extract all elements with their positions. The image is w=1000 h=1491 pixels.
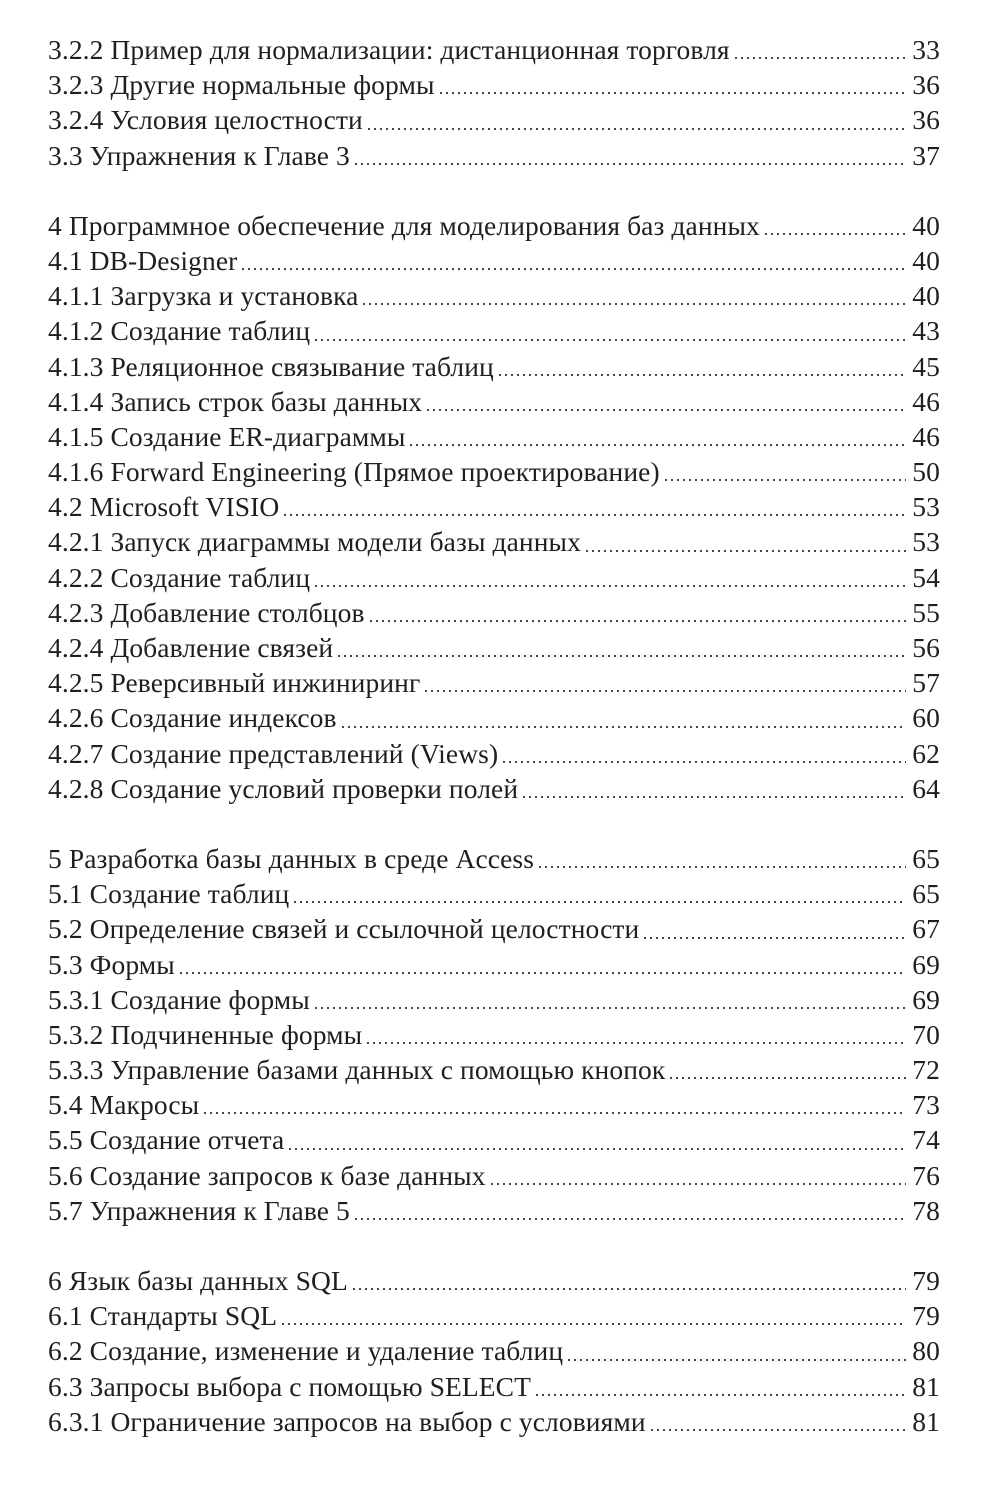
toc-entry-page-number: 81 <box>912 1405 940 1437</box>
toc-entry-page-number: 53 <box>912 491 940 523</box>
toc-entry[interactable] <box>48 313 940 348</box>
dot-leader <box>313 1002 906 1010</box>
dot-leader <box>438 87 906 95</box>
toc-section <box>48 32 940 173</box>
toc-entry-title: 6.1 Стандарты SQL <box>48 1300 278 1332</box>
dot-leader <box>353 158 906 166</box>
toc-entry-title: 5.3.2 Подчиненные формы <box>48 1018 363 1050</box>
toc-entry-page-number: 79 <box>912 1265 940 1296</box>
dot-leader <box>340 721 906 729</box>
toc-entry-title: 4.1.5 Создание ER-диаграммы <box>48 420 406 452</box>
toc-entry-title: 5.3.3 Управление базами данных с помощью кнопок <box>48 1054 666 1086</box>
toc-entry-page-number: 40 <box>912 209 940 241</box>
dot-leader <box>313 334 906 342</box>
toc-entry-page-number: 65 <box>912 878 940 910</box>
toc-entry[interactable] <box>48 1369 940 1404</box>
toc-entry-title: 5.6 Создание запросов к базе данных <box>48 1159 486 1191</box>
toc-entry-page-number: 43 <box>912 315 940 347</box>
dot-leader <box>351 1283 906 1291</box>
dot-leader <box>408 439 906 447</box>
toc-entry[interactable] <box>48 384 940 419</box>
toc-entry-title: 4.2 Microsoft VISIO <box>48 491 280 523</box>
toc-entry-page-number: 67 <box>912 913 940 945</box>
dot-leader <box>292 896 906 904</box>
dot-leader <box>497 369 906 377</box>
toc-entry[interactable] <box>48 243 940 278</box>
toc-entry[interactable] <box>48 595 940 630</box>
toc-entry-page-number: 73 <box>912 1089 940 1121</box>
toc-entry-title: 5.2 Определение связей и ссылочной целостности <box>48 913 640 945</box>
toc-entry-page-number: 54 <box>912 561 940 593</box>
dot-leader <box>178 967 906 975</box>
dot-leader <box>361 298 906 306</box>
dot-leader <box>425 404 906 412</box>
toc-entry-title: 4.2.4 Добавление связей <box>48 632 334 663</box>
toc-entry-title: 3.3 Упражнения к Главе 3 <box>48 139 350 171</box>
toc-entry[interactable] <box>48 665 940 700</box>
toc-section <box>48 208 940 806</box>
toc-entry[interactable] <box>48 419 940 454</box>
toc-entry[interactable] <box>48 700 940 735</box>
dot-leader <box>668 1072 906 1080</box>
toc-entry[interactable] <box>48 982 940 1017</box>
toc-entry[interactable] <box>48 876 940 911</box>
toc-entry-title: 4.1.6 Forward Engineering (Прямое проектирование) <box>48 456 660 488</box>
toc-entry-page-number: 36 <box>912 69 940 101</box>
toc-entry-page-number: 74 <box>912 1124 940 1156</box>
toc-entry-page-number: 45 <box>912 350 940 382</box>
toc-entry-title: 5.4 Макросы <box>48 1089 200 1121</box>
dot-leader <box>365 1037 906 1045</box>
toc-entry[interactable] <box>48 841 940 876</box>
toc-entry-page-number: 64 <box>912 772 940 804</box>
toc-entry-page-number: 81 <box>912 1370 940 1402</box>
toc-entry[interactable] <box>48 1052 940 1087</box>
dot-leader <box>202 1107 906 1115</box>
dot-leader <box>733 52 906 60</box>
toc-entry-title: 3.2.3 Другие нормальные формы <box>48 69 435 101</box>
dot-leader <box>287 1143 906 1151</box>
toc-entry-page-number: 50 <box>912 456 940 488</box>
toc-entry[interactable] <box>48 771 940 806</box>
toc-entry-page-number: 80 <box>912 1335 940 1367</box>
toc-entry[interactable] <box>48 454 940 489</box>
toc-entry[interactable] <box>48 736 940 771</box>
toc-entry[interactable] <box>48 524 940 559</box>
toc-entry-page-number: 70 <box>912 1018 940 1050</box>
toc-entry-title: 4.1 DB-Designer <box>48 244 238 276</box>
toc-entry[interactable] <box>48 67 940 102</box>
dot-leader <box>663 474 906 482</box>
dot-leader <box>313 580 906 588</box>
toc-entry-title: 4.1.2 Создание таблиц <box>48 315 311 347</box>
toc-entry[interactable] <box>48 102 940 137</box>
toc-entry-page-number: 69 <box>912 948 940 980</box>
dot-leader <box>521 791 906 799</box>
toc-entry-page-number: 76 <box>912 1159 940 1191</box>
toc-entry-title: 4.1.1 Загрузка и установка <box>48 280 359 312</box>
toc-entry[interactable] <box>48 278 940 313</box>
toc-entry-page-number: 60 <box>912 702 940 734</box>
toc-entry-title: 4.2.1 Запуск диаграммы модели базы данных <box>48 526 581 558</box>
toc-entry-page-number: 53 <box>912 526 940 558</box>
toc-entry-page-number: 40 <box>912 244 940 276</box>
toc-entry[interactable] <box>48 1404 940 1439</box>
toc-entry-page-number: 36 <box>912 104 940 136</box>
toc-entry-title: 6.3.1 Ограничение запросов на выбор с условиями <box>48 1405 646 1437</box>
toc-entry[interactable] <box>48 1333 940 1368</box>
toc-entry[interactable] <box>48 32 940 67</box>
dot-leader <box>566 1354 906 1362</box>
toc-entry-page-number: 78 <box>912 1194 940 1226</box>
dot-leader <box>366 123 906 131</box>
toc-entry[interactable] <box>48 947 940 982</box>
dot-leader <box>763 228 906 236</box>
dot-leader <box>584 545 906 553</box>
toc-entry[interactable] <box>48 489 940 524</box>
toc-entry-title: 5.7 Упражнения к Главе 5 <box>48 1194 350 1226</box>
toc-entry-page-number: 57 <box>912 667 940 699</box>
toc-entry[interactable] <box>48 1017 940 1052</box>
dot-leader <box>649 1424 906 1432</box>
toc-entry-page-number: 69 <box>912 983 940 1015</box>
toc-entry[interactable] <box>48 1122 940 1157</box>
toc-entry[interactable] <box>48 1298 940 1333</box>
dot-leader <box>537 861 906 869</box>
toc-entry-title: 6.3 Запросы выбора с помощью SELECT <box>48 1370 532 1402</box>
toc-entry[interactable] <box>48 1087 940 1122</box>
toc-entry-title: 4.2.5 Реверсивный инжиниринг <box>48 667 421 699</box>
toc-section <box>48 1263 940 1439</box>
toc-entry[interactable] <box>48 138 940 173</box>
toc-entry-title: 5 Разработка базы данных в среде Access <box>48 842 535 874</box>
toc-entry-title: 6 Язык базы данных SQL <box>48 1265 348 1296</box>
toc-entry-page-number: 65 <box>912 842 940 874</box>
toc-entry-title: 5.1 Создание таблиц <box>48 878 290 910</box>
toc-entry[interactable] <box>48 1158 940 1193</box>
toc-entry-title: 5.5 Создание отчета <box>48 1124 285 1156</box>
dot-leader <box>489 1178 906 1186</box>
toc-entry-title: 4.2.7 Создание представлений (Views) <box>48 737 499 769</box>
toc-entry-title: 4.2.2 Создание таблиц <box>48 561 311 593</box>
dot-leader <box>336 650 906 658</box>
dot-leader <box>423 685 906 693</box>
dot-leader <box>368 615 906 623</box>
toc-entry-title: 4.2.8 Создание условий проверки полей <box>48 772 519 804</box>
toc-entry-page-number: 33 <box>912 34 940 65</box>
toc-entry-page-number: 37 <box>912 139 940 171</box>
toc-entry-title: 5.3.1 Создание формы <box>48 983 310 1015</box>
toc-entry-title: 5.3 Формы <box>48 948 175 980</box>
toc-entry-page-number: 56 <box>912 632 940 663</box>
toc-entry-title: 3.2.2 Пример для нормализации: дистанционная торговля <box>48 34 730 65</box>
toc-entry[interactable] <box>48 911 940 946</box>
toc-entry-title: 4 Программное обеспечение для моделирования баз данных <box>48 209 760 241</box>
toc-entry[interactable] <box>48 349 940 384</box>
toc-entry-title: 4.2.3 Добавление столбцов <box>48 596 365 628</box>
toc-entry-page-number: 55 <box>912 596 940 628</box>
dot-leader <box>353 1213 906 1221</box>
toc-entry[interactable] <box>48 560 940 595</box>
toc-entry[interactable] <box>48 1263 940 1298</box>
toc-entry[interactable] <box>48 1193 940 1228</box>
toc-entry-page-number: 40 <box>912 280 940 312</box>
toc-entry-page-number: 72 <box>912 1054 940 1086</box>
dot-leader <box>282 509 906 517</box>
dot-leader <box>534 1389 906 1397</box>
toc-section <box>48 841 940 1228</box>
toc-entry-page-number: 79 <box>912 1300 940 1332</box>
toc-entry-title: 4.2.6 Создание индексов <box>48 702 337 734</box>
toc-entry-title: 4.1.3 Реляционное связывание таблиц <box>48 350 494 382</box>
toc-entry-title: 3.2.4 Условия целостности <box>48 104 363 136</box>
toc-entry[interactable] <box>48 630 940 665</box>
dot-leader <box>501 756 906 764</box>
toc-entry-title: 6.2 Создание, изменение и удаление таблиц <box>48 1335 564 1367</box>
dot-leader <box>240 263 906 271</box>
toc-entry-page-number: 46 <box>912 420 940 452</box>
toc-entry-title: 4.1.4 Запись строк базы данных <box>48 385 423 417</box>
toc-entry[interactable] <box>48 208 940 243</box>
toc-entry-page-number: 46 <box>912 385 940 417</box>
dot-leader <box>280 1318 906 1326</box>
toc-entry-page-number: 62 <box>912 737 940 769</box>
dot-leader <box>642 932 906 940</box>
